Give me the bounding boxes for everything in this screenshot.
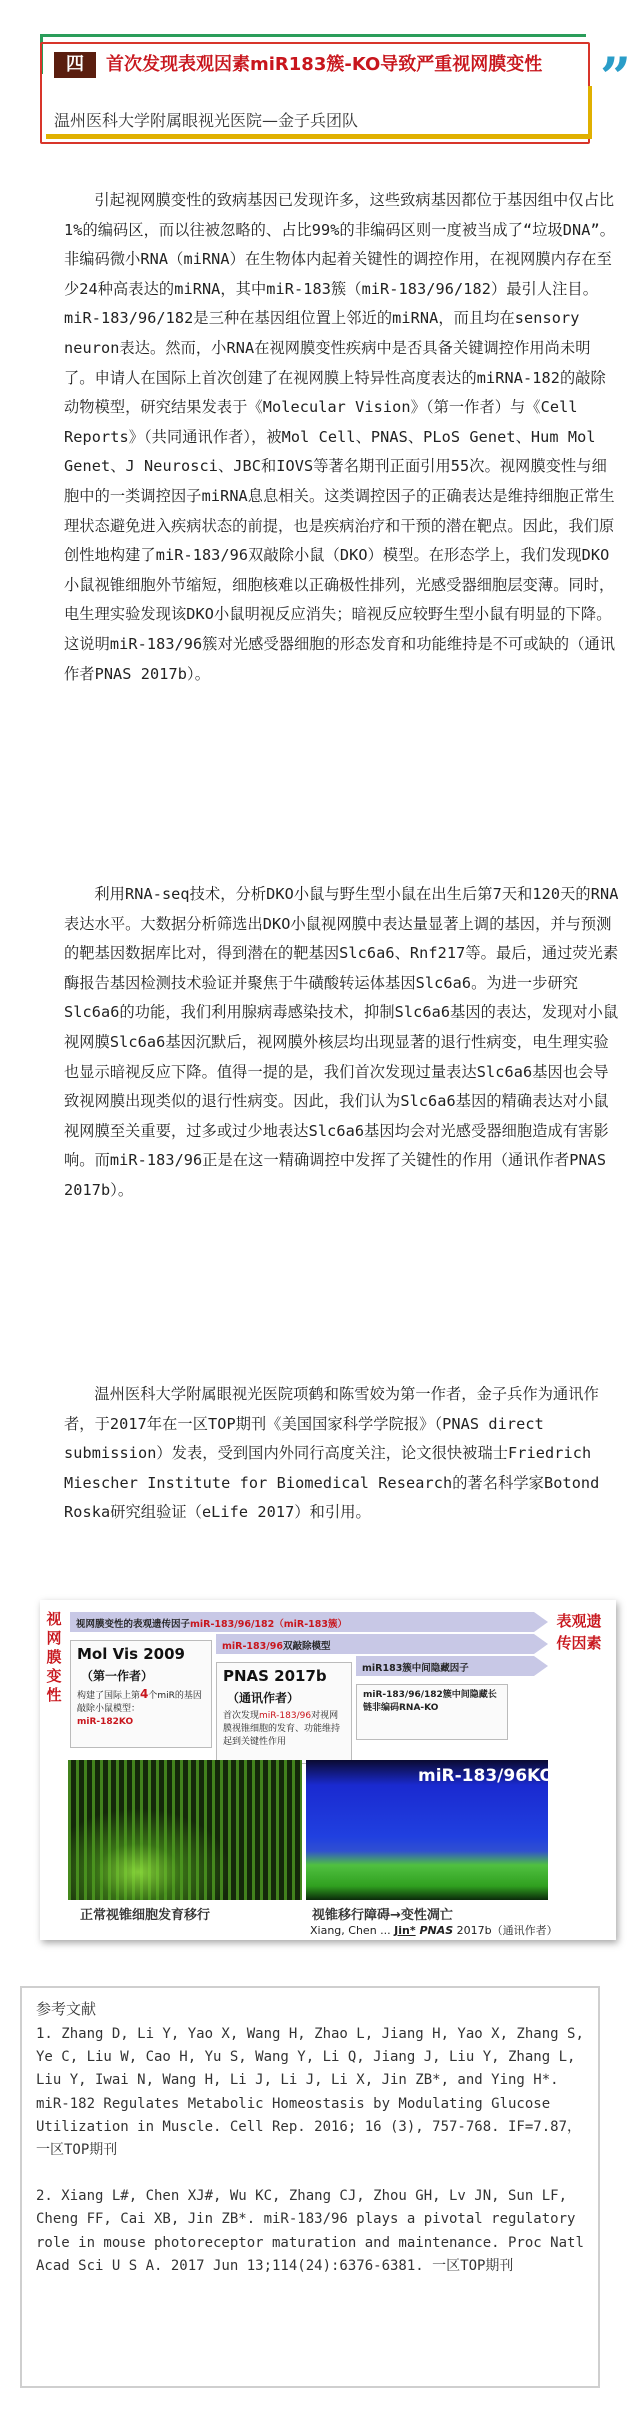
research-figure: [40, 1600, 616, 1940]
paragraph-1: 引起视网膜变性的致病基因已发现许多，这些致病基因都位于基因组中仅占比1%的编码区，而以往被忽略的、占比99%的非编码区则一度被当成了“垃圾DNA”。非编码微小RNA（miRNA）在生物体内起着关键性的调控作用，在视网膜内存在至少24种高表达的miRNA，其中miR-183簇（miR-183/96/182）最引人注目。miR-183/96/182是三种在基因组位置上邻近的miRNA，而且均在sensory neuron表达。然而，小RNA在视网膜变性疾病中是否具备关键调控作用尚未明了。申请人在国际上首次创建了在视网膜上特异性高度表达的miRNA-182的敲除动物模型，研究结果发表于《Molecular Vision》（第一作者）与《Cell Reports》（共同通讯作者），被Mol Cell、PNAS、PLoS Genet、Hum Mol Genet、J Neurosci、JBC和IOVS等著名期刊正面引用55次。视网膜变性与细胞中的一类调控因子miRNA息息相关。这类调控因子的正确表达是维持细胞正常生理状态避免进入疾病状态的前提，也是疾病治疗和干预的潜在靶点。因此，我们原创性地构建了miR-183/96双敲除小鼠（DKO）模型。在形态学上，我们发现DKO小鼠视锥细胞外节缩短，细胞核难以正确极性排列，光感受器细胞层变薄。同时，电生理实验发现该DKO小鼠明视反应消失；暗视反应较野生型小鼠有明显的下降。这说明miR-183/96簇对光感受器细胞的形态发育和功能维持是不可或缺的（通讯作者PNAS 2017b）。: [64, 191, 616, 683]
header-top-bar: [40, 34, 586, 37]
references-title: 参考文献: [36, 2000, 97, 2018]
section-number-badge: 四: [54, 52, 96, 78]
paragraph-2: 利用RNA-seq技术，分析DKO小鼠与野生型小鼠在出生后第7天和120天的RNA表达水平。大数据分析筛选出DKO小鼠视网膜中表达量显著上调的基因，并与预测的靶基因数据库比对，得到潜在的靶基因Slc6a6、Rnf217等。最后，通过荧光素酶报告基因检测技术验证并聚焦于牛磺酸转运体基因Slc6a6。为进一步研究Slc6a6的功能，我们利用腺病毒感染技术，抑制Slc6a6基因的表达，发现对小鼠视网膜Slc6a6基因沉默后，视网膜外核层均出现显著的退行性病变，电生理实验也显示暗视反应下降。值得一提的是，我们首次发现过量表达Slc6a6基因也会导致视网膜出现类似的退行性病变。因此，我们认为Slc6a6基因的精确表达对小鼠视网膜至关重要，过多或过少地表达Slc6a6基因均会对光感受器细胞造成有害影响。而miR-183/96正是在这一精确调控中发挥了关键性的作用（通讯作者PNAS 2017b）。: [64, 885, 619, 1199]
normal-image-caption: 正常视锥细胞发育移行: [80, 1908, 211, 1923]
team-subtitle: 温州医科大学附属眼视光医院—金子兵团队: [54, 111, 359, 130]
paragraph-3: 温州医科大学附属眼视光医院项鹤和陈雪姣为第一作者，金子兵作为通讯作者，于2017年在一区TOP期刊《美国国家科学学院报》（PNAS direct submission）发表，受到国内外同行高度关注，论文很快被瑞士Friedrich Miescher Institute for Biomedical Research的著名科学家Botond Roska研究组验证（eLife 2017）和引用。: [64, 1385, 600, 1522]
reference-item-1: 1. Zhang D, Li Y, Yao X, Wang H, Zhao L, Jiang H, Yao X, Zhang S, Ye C, Liu W, Cao H, Yu S, Wang Y, Li Q, Jiang J, Liu Y, Zhang L, Liu Y, Iwai N, Wang H, Li J, Li J, Li X, Jin ZB*, and Ying H*. miR-182 Regulates Metabolic Homeostasis by Modulating Glucose Utilization in Muscle. Cell Rep. 2016; 16 (3), 757-768. IF=7.87，一区TOP期刊: [36, 2026, 584, 2159]
closing-quote-icon: ”: [600, 45, 632, 109]
references-box: [20, 1986, 600, 2388]
arrow-3-label: miR183簇中间隐藏因子: [362, 1663, 469, 1674]
figure-left-caption: 视网膜变性: [46, 1610, 62, 1704]
section-title: 首次发现表观因素miR183簇-KO导致严重视网膜变性: [106, 54, 543, 75]
ko-image-label: miR-183/96KO: [418, 1766, 554, 1786]
arrow-1-label: 视网膜变性的表观遗传因子miR-183/96/182（miR-183簇）: [76, 1619, 347, 1630]
card-mol-vis: Mol Vis 2009 （第一作者） 构建了国际上第4个miR的基因敲除小鼠模型： miR-182KO: [70, 1640, 212, 1748]
figure-right-caption: 表观遗传因素: [556, 1612, 602, 1652]
normal-retina-image: [68, 1760, 302, 1900]
ko-image-caption: 视锥移行障碍→变性凋亡: [312, 1908, 453, 1923]
card-pnas: PNAS 2017b （通讯作者） 首次发现miR-183/96对视网膜视锥细胞的发育、功能维持起到关键性作用: [216, 1662, 352, 1764]
header-bottom-bar: [46, 134, 592, 139]
arrow-2-label: miR-183/96双敲除模型: [222, 1641, 331, 1652]
card-lncrna: miR-183/96/182簇中间隐藏长链非编码RNA-KO: [356, 1684, 508, 1740]
header-right-bar: [588, 86, 592, 139]
figure-citation: Xiang, Chen ... Jin* PNAS 2017b（通讯作者）: [310, 1924, 558, 1937]
reference-item-2: 2. Xiang L#, Chen XJ#, Wu KC, Zhang CJ, Zhou GH, Lv JN, Sun LF, Cheng FF, Cai XB, Jin ZB*. miR-183/96 plays a pivotal regulatory role in mouse photoreceptor maturation and maintenance. Proc Natl Acad Sci U S A. 2017 Jun 13;114(24):6376-6381. 一区TOP期刊: [36, 2188, 584, 2274]
section-header: [40, 34, 632, 140]
